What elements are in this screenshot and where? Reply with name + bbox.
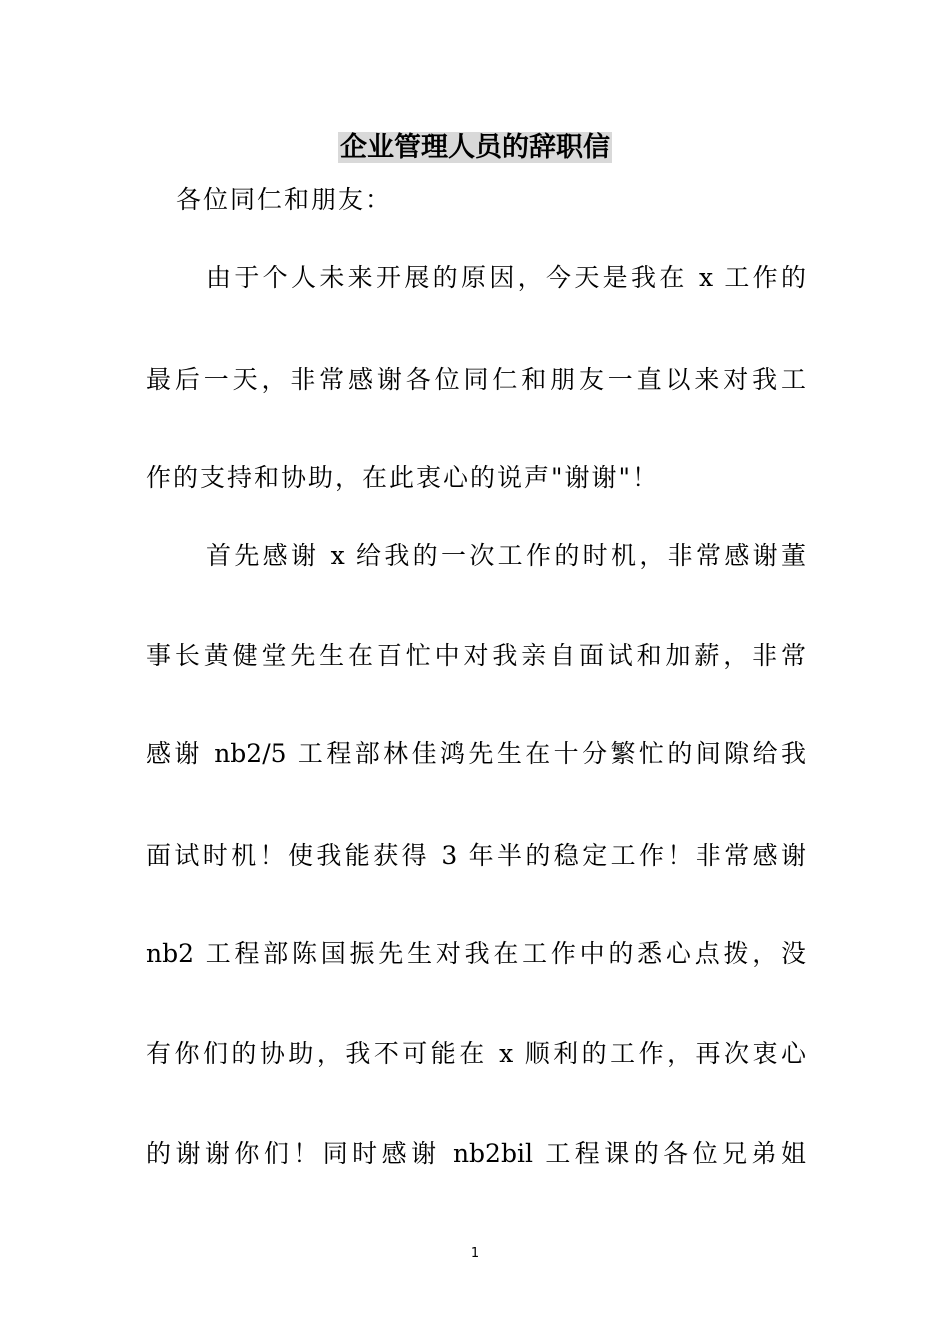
- page-number: 1: [470, 1246, 480, 1261]
- document-title-text: 企业管理人员的辞职信: [340, 132, 610, 163]
- body-line-5: 事长黄健堂先生在百忙中对我亲自面试和加薪，非常: [146, 641, 806, 670]
- body-line-8: nb2 工程部陈国振先生对我在工作中的悉心点拨，没: [146, 939, 806, 968]
- body-line-2: 最后一天，非常感谢各位同仁和朋友一直以来对我工: [146, 365, 806, 394]
- body-line-3: 作的支持和协助，在此衷心的说声"谢谢"！: [146, 463, 659, 492]
- body-line-9: 有你们的协助，我不可能在 x 顺利的工作，再次衷心: [146, 1039, 806, 1068]
- document-title: [0, 128, 950, 168]
- body-line-7: 面试时机！使我能获得 3 年半的稳定工作！非常感谢: [146, 841, 806, 870]
- body-line-6: 感谢 nb2/5 工程部林佳鸿先生在十分繁忙的间隙给我: [146, 739, 806, 768]
- salutation: 各位同仁和朋友：: [176, 185, 393, 214]
- body-line-10: 的谢谢你们！同时感谢 nb2bil 工程课的各位兄弟姐: [146, 1139, 806, 1168]
- body-line-4: 首先感谢 x 给我的一次工作的时机，非常感谢董: [206, 541, 806, 570]
- body-line-1: 由于个人未来开展的原因，今天是我在 x 工作的: [206, 263, 806, 292]
